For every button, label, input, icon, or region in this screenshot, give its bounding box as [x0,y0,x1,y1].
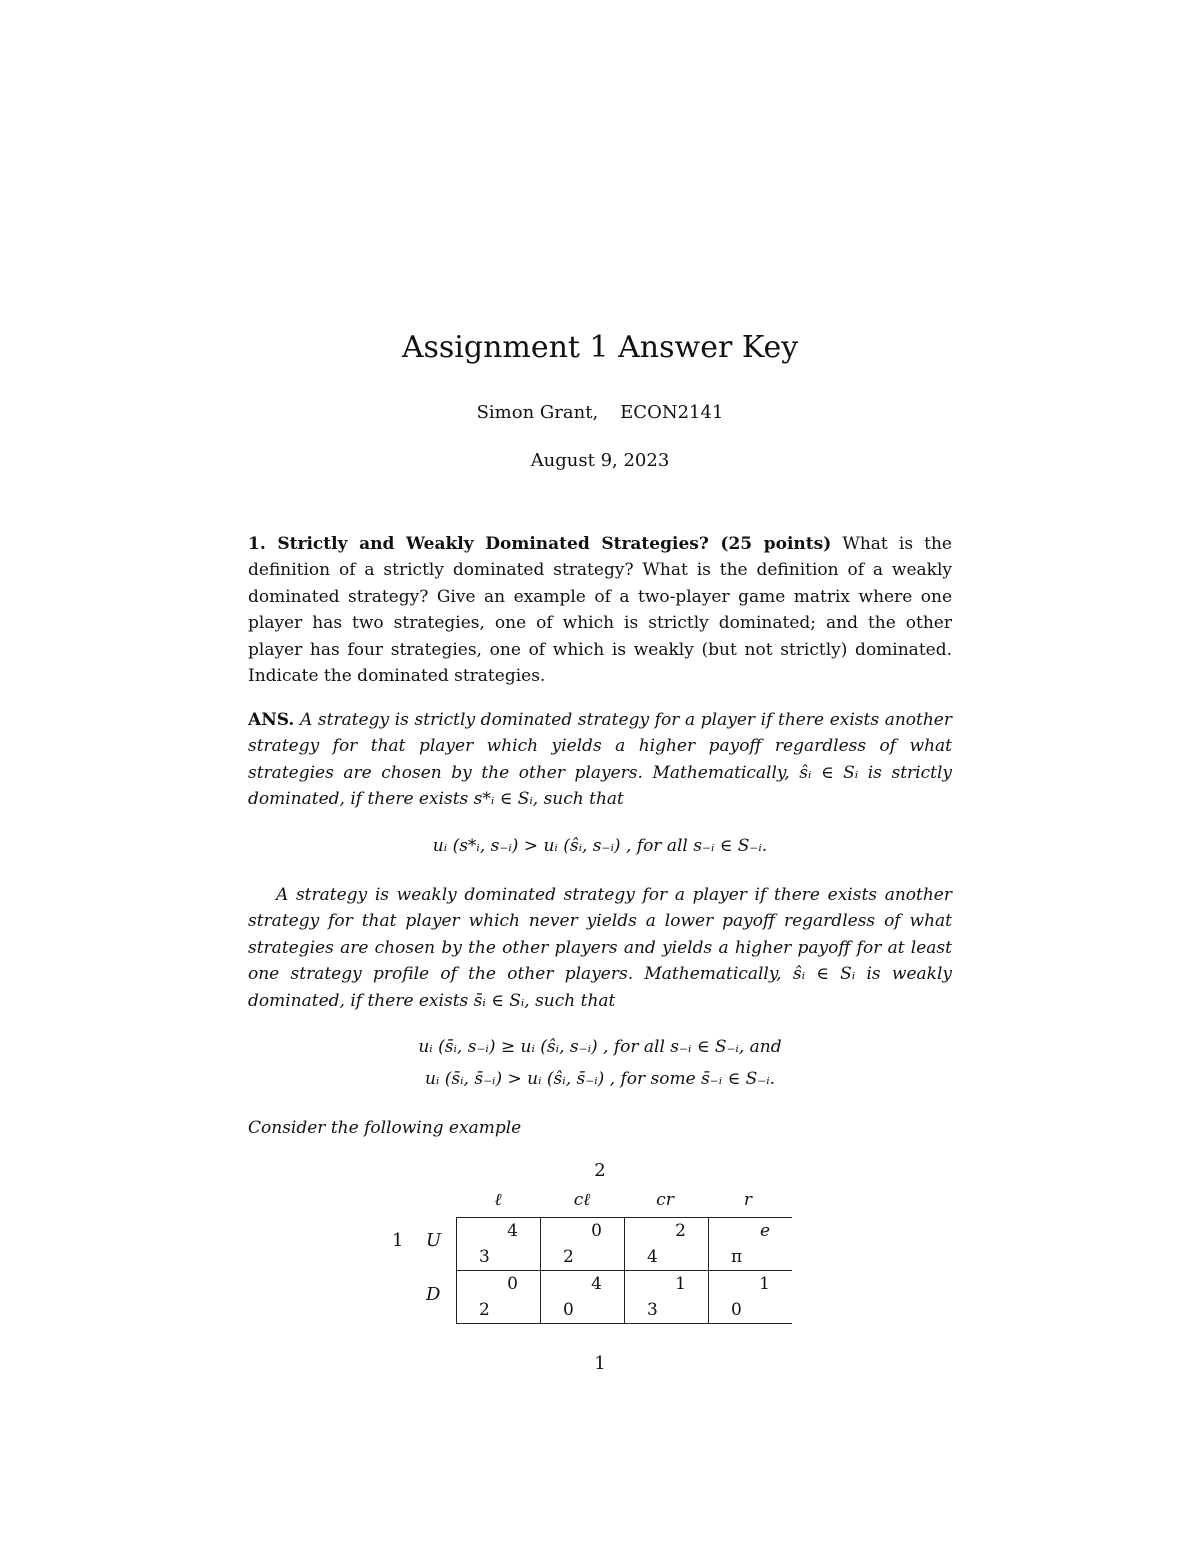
player-2-payoff: 0 [507,1274,518,1294]
document-date: August 9, 2023 [530,450,670,471]
payoff-cell [541,1271,625,1324]
player-2-payoff: 1 [759,1274,770,1294]
payoff-cell [625,1218,709,1271]
player-2-payoff: 2 [675,1221,686,1241]
player-1-payoff: 3 [479,1247,490,1267]
row-label-d: D [426,1284,441,1305]
page-number: 1 [594,1353,606,1374]
matrix-row-u [457,1218,793,1271]
payoff-cell [709,1218,793,1271]
payoff-cell [457,1218,541,1271]
player-1-label: 1 [392,1230,404,1251]
column-label-cr: cr [656,1190,674,1210]
player-2-payoff: 0 [591,1221,602,1241]
question-1 [248,531,952,689]
course-code: ECON2141 [620,402,724,423]
column-label-l: ℓ [494,1190,502,1210]
answer-weak-text: A strategy is weakly dominated strategy for a player if there exists another strategy for that player which never yields a lower payoff regardless of what strategies are chosen by the other players and yields a higher payoff for at least one strategy profile of the other players. Mathematically, ŝᵢ ∈ Sᵢ is weakly dominated, if there exists s̄ᵢ ∈ Sᵢ, such that [248,885,952,1011]
answer-strict-text: A strategy is strictly dominated strategy for a player if there exists another strategy for that player which yields a higher payoff regardless of what strategies are chosen by the other players. Mathematically, ŝᵢ ∈ Sᵢ is strictly dominated, if there exists s*ᵢ ∈ Sᵢ, such that [248,710,952,810]
payoff-matrix [456,1217,792,1324]
payoff-cell [625,1271,709,1324]
player-1-payoff: 3 [647,1300,658,1320]
player-2-payoff: 4 [507,1221,518,1241]
author-name: Simon Grant, [476,402,599,423]
player-1-payoff: 0 [731,1300,742,1320]
row-label-u: U [426,1230,442,1251]
column-label-cl: cℓ [573,1190,591,1210]
player-1-payoff: 0 [563,1300,574,1320]
consider-example: Consider the following example [248,1118,522,1138]
player-2-payoff: 1 [675,1274,686,1294]
player-1-payoff: 2 [563,1247,574,1267]
answer-label: ANS. [248,710,295,730]
question-1-text: What is the definition of a strictly dominated strategy? What is the definition of a weakly dominated strategy? Give an example of a two-player game matrix where one player has two strategies, one of which is strictly dominated; and the other player has four strategies, one of which is weakly (but not strictly) dominated. Indicate the dominated strategies. [248,534,952,687]
document-title: Assignment 1 Answer Key [401,330,799,365]
payoff-cell [541,1218,625,1271]
author-line [0,402,1200,423]
player-2-label: 2 [594,1160,606,1181]
strict-dominance-equation: uᵢ (s*ᵢ, s₋ᵢ) > uᵢ (ŝᵢ, s₋ᵢ) , for all s₋ᵢ ∈ S₋ᵢ. [432,836,768,856]
matrix-row-d [457,1271,793,1324]
player-2-payoff: 4 [591,1274,602,1294]
player-1-payoff: π [731,1247,743,1267]
column-label-r: r [743,1190,753,1210]
player-1-payoff: 4 [647,1247,658,1267]
payoff-cell [457,1271,541,1324]
weak-dominance-equation-2: uᵢ (s̄ᵢ, s̄₋ᵢ) > uᵢ (ŝᵢ, s̄₋ᵢ) , for some s̄₋ᵢ ∈ S₋ᵢ. [424,1069,776,1089]
weak-dominance-equation-1: uᵢ (s̄ᵢ, s₋ᵢ) ≥ uᵢ (ŝᵢ, s₋ᵢ) , for all s₋ᵢ ∈ S₋ᵢ, and [418,1037,782,1057]
answer-strict [248,707,952,813]
player-2-payoff: e [759,1221,770,1241]
question-1-heading: 1. Strictly and Weakly Dominated Strategies? (25 points) [248,534,832,554]
player-1-payoff: 2 [479,1300,490,1320]
payoff-cell [709,1271,793,1324]
